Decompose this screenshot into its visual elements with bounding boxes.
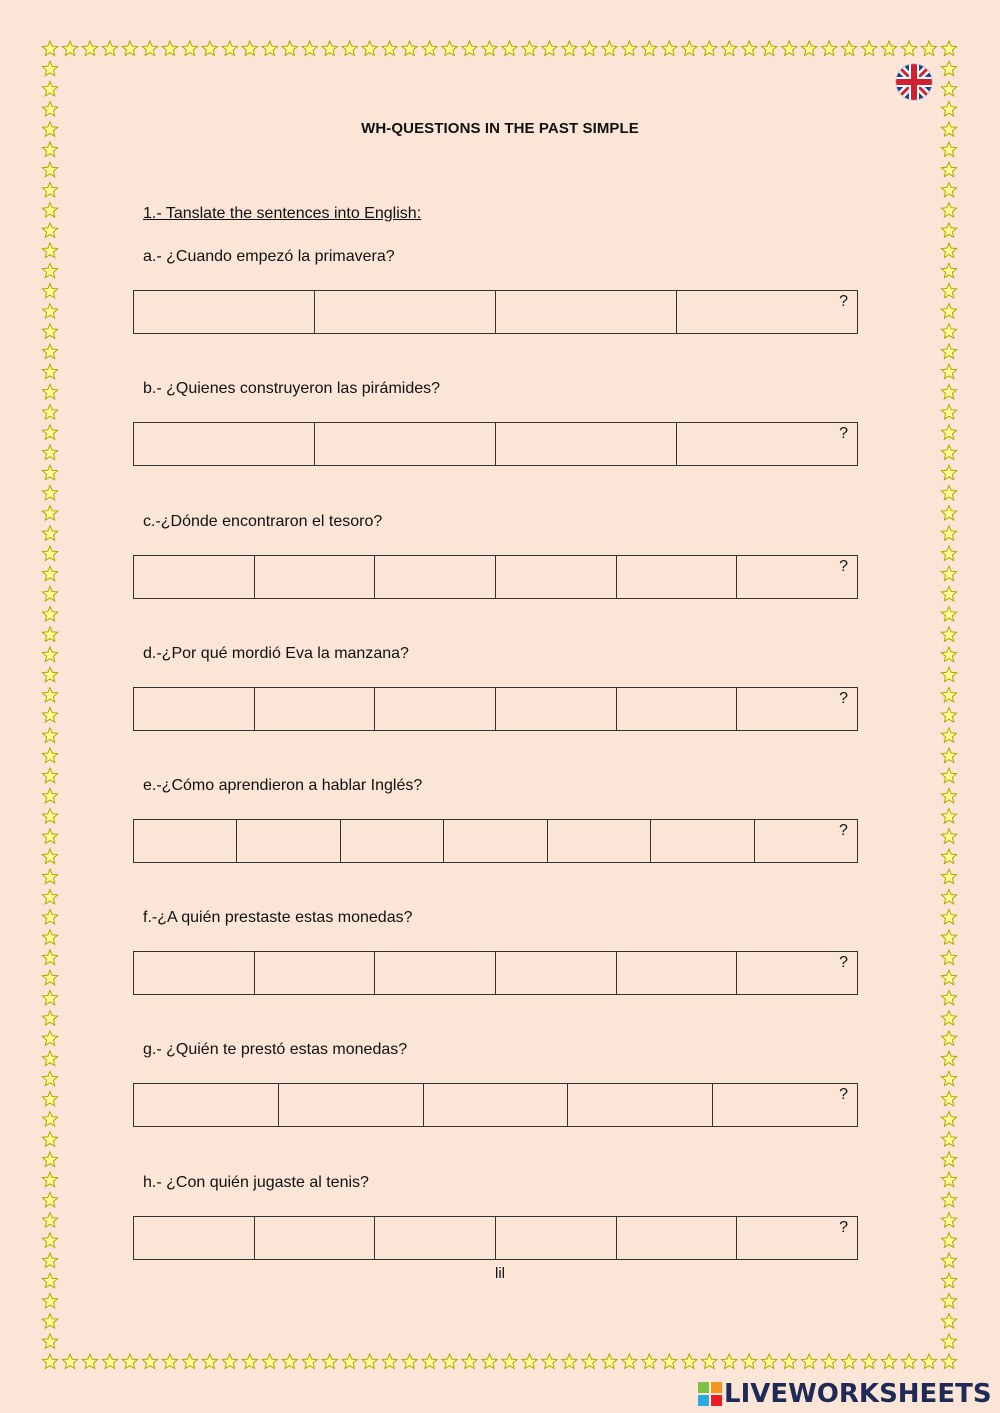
border-star <box>941 304 956 319</box>
answer-cell[interactable] <box>375 688 496 730</box>
answer-row <box>133 422 858 466</box>
answer-cell[interactable] <box>496 952 617 994</box>
border-star <box>42 324 57 339</box>
border-star <box>42 849 57 864</box>
border-star <box>941 566 956 581</box>
border-star <box>42 425 57 440</box>
question-prompt: h.- ¿Con quién jugaste al tenis? <box>143 1174 369 1191</box>
border-star <box>42 243 57 258</box>
border-star <box>482 1354 497 1369</box>
border-star <box>42 405 57 420</box>
border-star <box>42 41 57 56</box>
border-star <box>42 728 57 743</box>
border-star <box>42 910 57 925</box>
question-mark: ? <box>839 293 848 310</box>
border-star <box>42 283 57 298</box>
answer-cell[interactable] <box>134 688 255 730</box>
border-star <box>901 1354 916 1369</box>
border-star <box>42 566 57 581</box>
border-star <box>42 1152 57 1167</box>
border-star <box>842 1354 857 1369</box>
border-star <box>502 1354 517 1369</box>
border-star <box>42 809 57 824</box>
question-mark: ? <box>839 954 849 971</box>
border-star <box>941 1112 956 1127</box>
answer-cell[interactable] <box>568 1084 713 1126</box>
answer-cell[interactable] <box>255 952 376 994</box>
border-star <box>322 1354 337 1369</box>
border-star <box>462 1354 477 1369</box>
border-star <box>522 1354 537 1369</box>
border-star <box>941 1334 956 1349</box>
answer-cell[interactable] <box>677 423 857 465</box>
answer-row <box>133 1216 858 1260</box>
border-star <box>422 41 437 56</box>
border-star <box>82 41 97 56</box>
question-mark: ? <box>839 822 848 839</box>
border-star <box>941 970 956 985</box>
answer-cell[interactable] <box>617 1217 738 1259</box>
border-star <box>42 203 57 218</box>
border-star <box>362 1354 377 1369</box>
border-star <box>941 1011 956 1026</box>
answer-cell[interactable] <box>548 820 651 862</box>
border-star <box>42 950 57 965</box>
border-star <box>941 607 956 622</box>
border-star <box>42 61 57 75</box>
border-star <box>941 465 956 480</box>
border-star <box>442 1354 457 1369</box>
border-star <box>941 586 956 601</box>
border-star <box>42 344 57 359</box>
answer-row <box>133 687 858 731</box>
border-star <box>442 41 457 56</box>
border-star <box>941 1132 956 1147</box>
border-star <box>42 607 57 622</box>
border-star <box>42 687 57 702</box>
border-star <box>941 889 956 904</box>
border-star <box>562 1354 577 1369</box>
border-star <box>682 1354 697 1369</box>
border-star <box>42 1334 57 1349</box>
border-star <box>222 1354 237 1369</box>
border-star <box>382 41 397 56</box>
liveworksheets-brand <box>698 1378 992 1410</box>
border-star <box>941 1152 956 1167</box>
answer-row <box>133 1083 858 1127</box>
border-star <box>941 1091 956 1106</box>
border-star <box>42 1011 57 1026</box>
border-star <box>941 142 956 157</box>
answer-cell[interactable] <box>651 820 754 862</box>
answer-cell[interactable] <box>444 820 547 862</box>
border-star <box>42 708 57 723</box>
border-star <box>941 1314 956 1329</box>
border-star <box>582 1354 597 1369</box>
border-star <box>42 788 57 803</box>
answer-cell[interactable] <box>255 688 376 730</box>
border-star <box>941 526 956 541</box>
border-star <box>941 1031 956 1046</box>
border-star <box>941 1354 956 1369</box>
border-star <box>42 1192 57 1207</box>
border-star <box>262 1354 277 1369</box>
border-star <box>941 81 956 96</box>
liveworksheets-logo-icon <box>698 1382 722 1406</box>
border-star <box>262 41 277 56</box>
border-star <box>42 1091 57 1106</box>
border-star <box>42 748 57 763</box>
answer-cell[interactable] <box>713 1084 857 1126</box>
instruction-text: 1.- Tanslate the sentences into English: <box>143 205 422 222</box>
border-star <box>322 41 337 56</box>
border-star <box>742 1354 757 1369</box>
border-star <box>602 41 617 56</box>
answer-cell[interactable] <box>496 291 677 333</box>
border-star <box>42 304 57 319</box>
border-star <box>622 1354 637 1369</box>
border-star <box>941 708 956 723</box>
question-mark: ? <box>839 1086 848 1103</box>
border-star <box>42 1172 57 1187</box>
border-star <box>862 1354 877 1369</box>
border-star <box>802 1354 817 1369</box>
answer-cell[interactable] <box>255 1217 376 1259</box>
question-prompt: e.-¿Cómo aprendieron a hablar Inglés? <box>143 777 423 794</box>
border-star <box>242 1354 257 1369</box>
border-star <box>782 1354 797 1369</box>
border-star <box>42 1213 57 1228</box>
answer-cell[interactable] <box>375 1217 496 1259</box>
border-star <box>941 869 956 884</box>
border-star <box>42 667 57 682</box>
answer-row <box>133 951 858 995</box>
border-star <box>622 41 637 56</box>
question-prompt: d.-¿Por qué mordió Eva la manzana? <box>143 645 409 662</box>
question-prompt: g.- ¿Quién te prestó estas monedas? <box>143 1041 408 1058</box>
border-star <box>382 1354 397 1369</box>
border-star <box>62 41 77 56</box>
border-star <box>762 41 777 56</box>
border-star <box>862 41 877 56</box>
border-star <box>402 41 417 56</box>
border-star <box>702 41 717 56</box>
border-star <box>662 1354 677 1369</box>
answer-cell[interactable] <box>496 688 617 730</box>
answer-row <box>133 819 858 863</box>
border-star <box>122 1354 137 1369</box>
answer-cell[interactable] <box>617 556 738 598</box>
border-star <box>941 485 956 500</box>
answer-cell[interactable] <box>237 820 340 862</box>
uk-flag-icon <box>894 62 934 102</box>
border-star <box>42 263 57 278</box>
answer-cell[interactable] <box>255 556 376 598</box>
border-star <box>162 41 177 56</box>
border-star <box>842 41 857 56</box>
border-star <box>662 41 677 56</box>
answer-row <box>133 290 858 334</box>
border-star <box>202 1354 217 1369</box>
border-star <box>642 1354 657 1369</box>
border-star <box>941 223 956 238</box>
border-star <box>42 930 57 945</box>
border-star <box>42 1112 57 1127</box>
border-star <box>941 829 956 844</box>
answer-cell[interactable] <box>134 952 255 994</box>
border-star <box>941 748 956 763</box>
border-star <box>882 41 897 56</box>
border-star <box>402 1354 417 1369</box>
border-star <box>82 1354 97 1369</box>
border-star <box>42 81 57 96</box>
answer-cell[interactable] <box>134 1084 279 1126</box>
answer-cell[interactable] <box>737 556 857 598</box>
border-star <box>822 41 837 56</box>
footnote-text: lil <box>495 1265 505 1282</box>
border-star <box>42 1051 57 1066</box>
border-star <box>202 41 217 56</box>
border-star <box>102 41 117 56</box>
border-star <box>302 1354 317 1369</box>
border-star <box>42 586 57 601</box>
border-star <box>42 364 57 379</box>
border-star <box>562 41 577 56</box>
answer-cell[interactable] <box>737 952 857 994</box>
answer-cell[interactable] <box>315 291 496 333</box>
border-star <box>941 203 956 218</box>
border-star <box>42 869 57 884</box>
border-star <box>42 546 57 561</box>
border-star <box>42 1233 57 1248</box>
border-star <box>542 41 557 56</box>
border-star <box>941 1071 956 1086</box>
border-star <box>941 445 956 460</box>
border-star <box>502 41 517 56</box>
question-mark: ? <box>839 1219 849 1236</box>
answer-cell[interactable] <box>134 820 237 862</box>
question-prompt: b.- ¿Quienes construyeron las pirámides? <box>143 380 441 397</box>
border-star <box>182 41 197 56</box>
border-star <box>941 546 956 561</box>
border-star <box>342 1354 357 1369</box>
question-prompt: c.-¿Dónde encontraron el tesoro? <box>143 513 383 530</box>
border-star <box>901 41 916 56</box>
border-star <box>921 41 936 56</box>
answer-cell[interactable] <box>737 688 857 730</box>
border-star <box>542 1354 557 1369</box>
question-prompt: a.- ¿Cuando empezó la primavera? <box>143 248 395 265</box>
question-mark: ? <box>839 690 849 707</box>
border-star <box>782 41 797 56</box>
brand-text: LIVEWORKSHEETS <box>724 1379 992 1409</box>
border-star <box>42 526 57 541</box>
border-star <box>162 1354 177 1369</box>
border-star <box>702 1354 717 1369</box>
border-star <box>941 1213 956 1228</box>
border-star <box>42 102 57 117</box>
border-star <box>142 1354 157 1369</box>
answer-cell[interactable] <box>737 1217 857 1259</box>
border-star <box>42 1314 57 1329</box>
border-star <box>941 1293 956 1308</box>
border-star <box>941 647 956 662</box>
border-star <box>941 1233 956 1248</box>
border-star <box>742 41 757 56</box>
border-star <box>482 41 497 56</box>
border-star <box>941 1192 956 1207</box>
border-star <box>602 1354 617 1369</box>
border-star <box>941 405 956 420</box>
border-star <box>42 182 57 197</box>
border-star <box>802 41 817 56</box>
border-star <box>941 344 956 359</box>
border-star <box>102 1354 117 1369</box>
border-star <box>941 1051 956 1066</box>
border-star <box>941 728 956 743</box>
border-star <box>282 41 297 56</box>
border-star <box>941 950 956 965</box>
answer-cell[interactable] <box>341 820 444 862</box>
border-star <box>941 990 956 1005</box>
border-star <box>941 283 956 298</box>
border-star <box>941 425 956 440</box>
border-star <box>142 41 157 56</box>
border-star <box>42 990 57 1005</box>
border-star <box>941 182 956 197</box>
border-star <box>941 667 956 682</box>
border-star <box>42 1071 57 1086</box>
answer-cell[interactable] <box>315 423 496 465</box>
border-star <box>941 506 956 520</box>
border-star <box>42 829 57 844</box>
answer-cell[interactable] <box>375 952 496 994</box>
page-title: WH-QUESTIONS IN THE PAST SIMPLE <box>361 120 639 137</box>
border-star <box>42 384 57 399</box>
border-star <box>941 41 956 56</box>
border-star <box>42 445 57 460</box>
answer-cell[interactable] <box>496 556 617 598</box>
answer-cell[interactable] <box>134 291 315 333</box>
answer-cell[interactable] <box>134 423 315 465</box>
border-star <box>42 1031 57 1046</box>
border-star <box>42 889 57 904</box>
border-star <box>682 41 697 56</box>
border-star <box>42 1354 57 1369</box>
border-star <box>882 1354 897 1369</box>
border-star <box>941 788 956 803</box>
answer-cell[interactable] <box>424 1084 569 1126</box>
border-star <box>762 1354 777 1369</box>
border-star <box>941 263 956 278</box>
answer-cell[interactable] <box>677 291 857 333</box>
answer-cell[interactable] <box>134 1217 255 1259</box>
border-star <box>182 1354 197 1369</box>
border-star <box>941 849 956 864</box>
border-star <box>462 41 477 56</box>
border-star <box>941 809 956 824</box>
border-star <box>62 1354 77 1369</box>
question-mark: ? <box>839 558 849 575</box>
border-star <box>242 41 257 56</box>
border-star <box>42 627 57 642</box>
border-star <box>42 647 57 662</box>
answer-cell[interactable] <box>375 556 496 598</box>
border-star <box>941 627 956 642</box>
border-star <box>941 324 956 339</box>
border-star <box>362 41 377 56</box>
border-star <box>941 384 956 399</box>
question-mark: ? <box>839 425 848 442</box>
border-star <box>42 970 57 985</box>
answer-cell[interactable] <box>755 820 857 862</box>
border-star <box>941 687 956 702</box>
border-star <box>342 41 357 56</box>
border-star <box>941 364 956 379</box>
border-star <box>42 485 57 500</box>
answer-cell[interactable] <box>617 952 738 994</box>
border-star <box>722 1354 737 1369</box>
border-star <box>42 1293 57 1308</box>
border-star <box>42 768 57 783</box>
border-star <box>642 41 657 56</box>
border-star <box>42 223 57 238</box>
border-star <box>941 243 956 258</box>
border-star <box>822 1354 837 1369</box>
border-star <box>42 1132 57 1147</box>
border-star <box>941 930 956 945</box>
border-star <box>42 142 57 157</box>
border-star <box>302 41 317 56</box>
border-star <box>222 41 237 56</box>
border-star <box>522 41 537 56</box>
border-star <box>941 102 956 117</box>
answer-cell[interactable] <box>279 1084 424 1126</box>
border-star <box>122 41 137 56</box>
border-star <box>42 506 57 520</box>
border-star <box>941 910 956 925</box>
answer-cell[interactable] <box>617 688 738 730</box>
border-star <box>582 41 597 56</box>
border-star <box>941 1172 956 1187</box>
question-prompt: f.-¿A quién prestaste estas monedas? <box>143 909 413 926</box>
border-star <box>282 1354 297 1369</box>
border-star <box>722 41 737 56</box>
border-star <box>921 1354 936 1369</box>
answer-cell[interactable] <box>134 556 255 598</box>
border-star <box>42 465 57 480</box>
border-star <box>941 768 956 783</box>
border-star <box>941 162 956 177</box>
answer-cell[interactable] <box>496 1217 617 1259</box>
answer-row <box>133 555 858 599</box>
border-star <box>42 162 57 177</box>
border-star <box>422 1354 437 1369</box>
answer-cell[interactable] <box>496 423 677 465</box>
border-star <box>941 61 956 75</box>
